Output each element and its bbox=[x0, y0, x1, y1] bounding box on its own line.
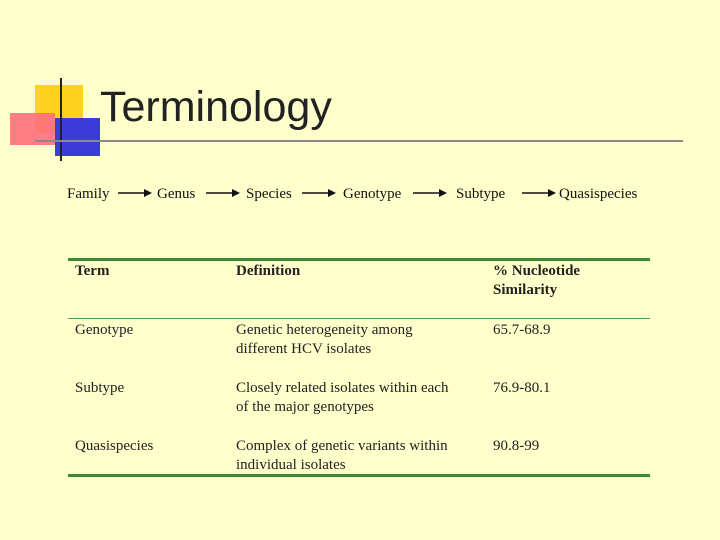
arrow-right-icon bbox=[302, 186, 336, 200]
hierarchy-subtype: Subtype bbox=[456, 186, 506, 202]
arrow-right-icon bbox=[206, 186, 240, 200]
row-subtype-similarity: 76.9-80.1 bbox=[493, 380, 551, 396]
hierarchy-species: Species bbox=[246, 186, 292, 202]
arrow-right-icon bbox=[522, 186, 556, 200]
header-term: Term bbox=[75, 263, 110, 279]
row-subtype-definition-line1: Closely related isolates within each bbox=[236, 380, 449, 396]
arrow-right-icon bbox=[413, 186, 447, 200]
arrow-right-icon bbox=[118, 186, 152, 200]
row-genotype-definition-line2: different HCV isolates bbox=[236, 341, 372, 357]
row-subtype-definition-line2: of the major genotypes bbox=[236, 399, 374, 415]
header-definition: Definition bbox=[236, 263, 301, 279]
row-quasispecies-term: Quasispecies bbox=[75, 438, 154, 454]
table-header-rule bbox=[68, 318, 650, 319]
row-genotype-definition-line1: Genetic heterogeneity among bbox=[236, 322, 413, 338]
row-quasispecies-definition-line1: Complex of genetic variants within bbox=[236, 438, 448, 454]
hierarchy-quasispecies: Quasispecies bbox=[559, 186, 638, 202]
row-genotype-similarity: 65.7-68.9 bbox=[493, 322, 551, 338]
hierarchy-family: Family bbox=[67, 186, 110, 202]
row-subtype-term: Subtype bbox=[75, 380, 125, 396]
hierarchy-genotype: Genotype bbox=[343, 186, 402, 202]
row-quasispecies-similarity: 90.8-99 bbox=[493, 438, 540, 454]
logo-vertical-line bbox=[60, 78, 62, 161]
hierarchy-genus: Genus bbox=[157, 186, 196, 202]
table-bottom-rule bbox=[68, 474, 650, 477]
row-quasispecies-definition-line2: individual isolates bbox=[236, 457, 346, 473]
page-title: Terminology bbox=[100, 83, 332, 131]
title-divider bbox=[35, 140, 683, 142]
header-similarity-line1: % Nucleotide bbox=[493, 263, 581, 279]
row-genotype-term: Genotype bbox=[75, 322, 134, 338]
table-top-rule bbox=[68, 258, 650, 261]
header-similarity-line2: Similarity bbox=[493, 282, 558, 298]
